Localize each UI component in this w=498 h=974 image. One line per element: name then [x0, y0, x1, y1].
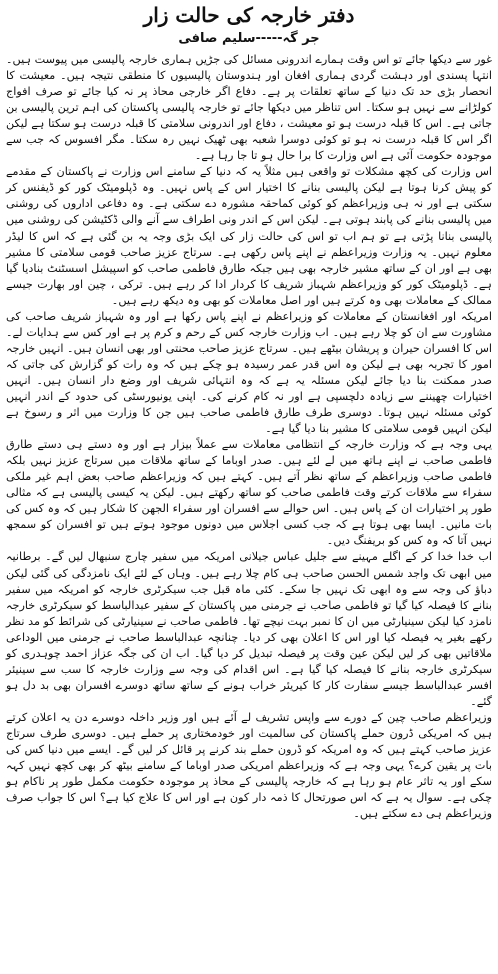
article-body	[0, 48, 498, 822]
article-byline: جر گہ-----سلیم صافی	[178, 31, 320, 46]
paragraph: غور سے دیکھا جائے تو اس وقت ہمارے اندرونی مسائل کی جڑیں ہماری خارجہ پالیسی میں پیوست ہیں۔ انتہا پسندی اور دہشت گردی ہماری افغان اور ہندوستان پالیسیوں کا منطقی نتیجہ ہیں۔ معیشت کا انحصار بڑی حد تک دنیا کے ساتھ تعلقات پر ہے۔ دفاع اگر خارجی محاذ پر نہ کیا جائے تو صرف افواج کولڑانے سے نہیں ہو سکتا۔ اس تناظر میں دیکھا جائے تو خارجہ پالیسی پاکستان کی اہم ترین پالیسی بن جاتی ہے۔ اس کا قبلہ درست ہو تو معیشت ، دفاع اور اندرونی سلامتی کا قبلہ درست ہو سکتا ہے لیکن اگر اس کا قبلہ درست نہ ہو تو کوئی دوسرا شعبہ بھی ٹھیک نہیں رہ سکتا۔ مگر افسوس کہ جب سے موجودہ حکومت آئی ہے اس وزارت کا برا حال ہو تا جا رہا ہے۔	[6, 53, 492, 163]
paragraph: امریکہ اور افغانستان کے معاملات کو وزیراعظم نے اپنے پاس رکھا ہے اور وہ شہباز شریف صاحب کی مشاورت سے ان کو چلا رہے ہیں۔ اب وزارت خارجہ کس کے رحم و کرم پر ہے اور کس سے ہدایات لے۔ اس کا افسران حیران و پریشان بیٹھے ہیں۔ سرتاج عزیز صاحب محنتی اور بھی انسان ہیں۔ انہیں خارجہ امور کا تجربہ بھی ہے لیکن وہ اس قدر عمر رسیدہ ہو چکے ہیں کہ وہ رات کو گزارش کی جاتی کہ صدر ممکنت بنا دیا جائے لیکن مسئلہ یہ ہے کہ وہ انتہائی شریف اور وضع دار انسان ہیں۔ انہیں اختیارات چھیننے سے زیادہ دلچسپی ہے اور نہ کام کرنے کی۔ اپنی یونیورسٹی کی حدود کے اندر انہیں کوئی مسئلہ نہیں ہوتا۔ دوسری طرف طارق فاطمی صاحب ہیں جن کا وزارت میں اثر و رسوخ ہے لیکن انہیں قومی سلامتی کا مشیر بنا دیا گیا ہے۔	[6, 309, 492, 436]
paragraph: وزیراعظم صاحب چین کے دورے سے واپس تشریف لے آئے ہیں اور وزیر داخلہ دوسرے دن یہ اعلان کرتے ہیں کہ امریکی ڈرون حملے پاکستان کی سالمیت اور خودمختاری پر حملے ہیں۔ دوسری طرف سرتاج عزیز صاحب کہتے ہیں کہ وہ امریکہ کو ڈرون حملے بند کرنے پر قائل کر لیں گے۔ ایسے میں دنیا کس کی بات پر یقین کرے؟ یہی وجہ ہے کہ وزیراعظم امریکی صدر اوباما کے سامنے بیٹھ کر بھی کچھ نہیں کہہ سکے اور یہ تاثر عام ہو رہا ہے کہ خارجہ پالیسی کے محاذ پر موجودہ حکومت مکمل طور پر ناکام ہو چکی ہے۔ سوال یہ ہے کہ اس صورتحال کا ذمہ دار کون ہے اور اس کا علاج کیا ہے؟ اس کا جواب صرف وزیراعظم ہی دے سکتے ہیں۔	[6, 710, 492, 821]
paragraph: اب خدا خدا کر کے اگلے مہینے سے جلیل عباس جیلانی امریکہ میں سفیر چارج سنبھال لیں گے۔ برطانیہ میں ابھی تک واجد شمس الحسن صاحب ہی کام چلا رہے ہیں۔ وہاں کے لئے ایک نامزدگی کی گئی لیکن دباؤ کی وجہ سے وہ ابھی تک نہیں جا سکے۔ کئی ماہ قبل جب سیکرٹری خارجہ کو امریکہ میں سفیر بنانے کا فیصلہ کیا گیا تو فاطمی صاحب نے جرمنی میں پاکستان کے سفیر عبدالباسط کو سیکرٹری خارجہ نامزد کیا لیکن سینیارٹی میں ان کا نمبر بہت نیچے تھا۔ فاطمی صاحب نے سینیارٹی کی شرائط کو مد نظر رکھے بغیر یہ فیصلہ کیا اور اس کا اعلان بھی کر دیا۔ چنانچہ عبدالباسط صاحب نے جرمنی میں الوداعی ملاقاتیں بھی کر لیں لیکن عین وقت پر فیصلہ تبدیل کر دیا گیا۔ اب ان کی جگہ عزاز احمد چوہدری کو سیکرٹری خارجہ بنانے کا فیصلہ کیا گیا ہے۔ اس اقدام کی وجہ سے وزارت خارجہ کا سب سے سینیئر افسر عبدالباسط جیسے سفارت کار کا کیریئر خراب ہونے کے ساتھ ساتھ دوسرے افسران بھی بد دل ہو گئے۔	[6, 550, 492, 708]
paragraph: اس وزارت کی کچھ مشکلات تو واقعی ہیں مثلاً یہ کہ دنیا کے سامنے اس وزارت نے پاکستان کے مقدمے کو پیش کرنا ہوتا ہے لیکن پالیسی بنانے کا اختیار اس کے پاس نہیں۔ وہ ڈپلومیٹک کور کو ڈیفنس کر سکتی ہے اور نہ ہی وزیراعظم کو کوئی کماحقہ مشورہ دے سکتی ہے۔ وہ دفاعی اداروں کی روشنی میں پالیسی بنانے کی پابند ہوتی ہے۔ لیکن اس کے اندر ونی اطراف سے آنے والی ڈکٹیشن کی روشنی میں پالیسی بنانا پڑتی ہے تو ہم اب تو اس کی حالت زار کی ایک بڑی وجہ یہ بن گئی ہے کہ اس کا لیڈر معلوم نہیں۔ یہ وزارت وزیراعظم نے اپنے پاس رکھی ہے۔ سرتاج عزیز صاحب قومی سلامتی کا مشیر بھی ہے اور ان کے ساتھ مشیر خارجہ بھی ہیں جبکہ طارق فاطمی صاحب کو اسپیشل اسسٹنٹ بنادیا گیا ہے۔ ڈپلومیٹک کور کو وزیراعظم شہباز شریف کا کردار ادا کر رہے ہیں۔ ترکی ، چین اور بھارت جیسے ممالک کے معاملات بھی وہ کرتے ہیں اور اصل معاملات کو بھی وہ دیکھ رہے ہیں۔	[6, 165, 492, 307]
paragraph: یہی وجہ ہے کہ وزارت خارجہ کے انتظامی معاملات سے عملاً بیزار ہے اور وہ دستے ہی دستے طارق فاطمی صاحب نے اپنے ہاتھ میں لے لئے ہیں۔ صدر اوباما کے ساتھ ملاقات میں سرتاج عزیز نہیں بلکہ فاطمی صاحب وزیراعظم کے ساتھ نظر آتے ہیں۔ کہتے ہیں کہ وزیراعظم صاحب بعض اہم غیر ملکی سفراء سے ملاقات کرتے وقت فاطمی صاحب کو ساتھ رکھتے ہیں۔ لیکن یہ کیسی پالیسی ہے کہ مثالی طور پر اختیارات ان کے پاس ہیں۔ اس حوالے سے افسران اور سفراء الجھن کا شکار ہیں کہ وہ کس کی بات مانیں۔ ایسا بھی ہوتا ہے کہ جب کسی اجلاس میں دونوں موجود ہوتے ہیں تو افسران کو سمجھ نہیں آتا کہ وہ کس کو بریفنگ دیں۔	[6, 438, 492, 548]
article-title: دفتر خارجہ کی حالت زار	[143, 3, 355, 27]
